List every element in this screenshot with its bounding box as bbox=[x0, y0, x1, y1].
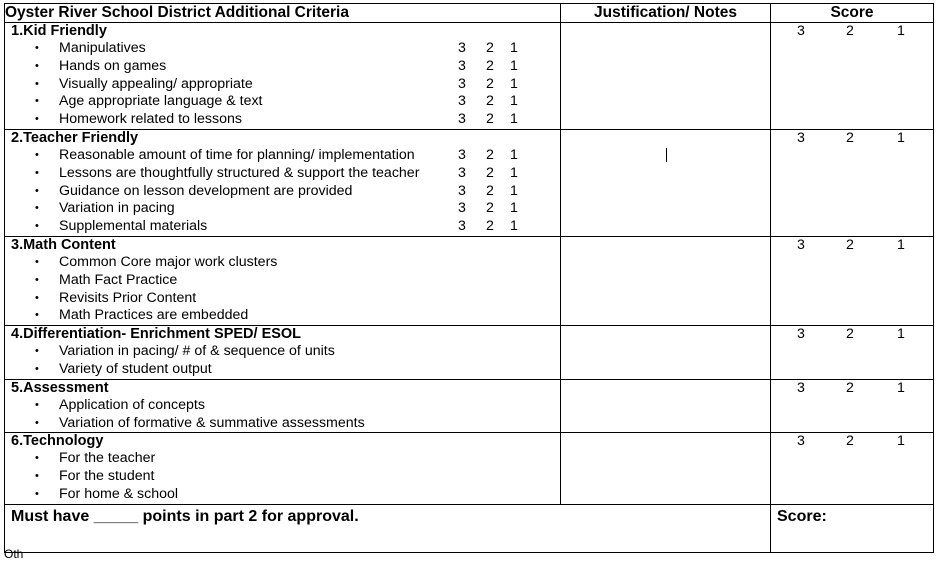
rating-2[interactable]: 2 bbox=[486, 93, 494, 110]
rating-3[interactable]: 3 bbox=[458, 93, 466, 110]
bullet-icon: • bbox=[35, 309, 39, 322]
score-2[interactable]: 2 bbox=[846, 23, 854, 39]
section-criteria-cell bbox=[5, 129, 561, 236]
score-3[interactable]: 3 bbox=[797, 23, 805, 39]
rating-1[interactable]: 1 bbox=[510, 164, 518, 181]
bullet-icon: • bbox=[35, 59, 39, 72]
criteria-header: Oyster River School District Additional Criteria bbox=[5, 4, 561, 23]
score-cell[interactable] bbox=[771, 129, 934, 236]
score-1[interactable]: 1 bbox=[897, 129, 905, 146]
score-cell[interactable] bbox=[771, 236, 934, 325]
item-text: Lessons are thoughtfully structured & support the teacher bbox=[59, 164, 420, 181]
bullet-icon: • bbox=[35, 77, 39, 90]
section-criteria-cell bbox=[5, 326, 561, 380]
notes-cell[interactable] bbox=[561, 326, 771, 380]
section-row bbox=[5, 129, 934, 236]
item-text: Common Core major work clusters bbox=[59, 253, 278, 270]
section-title: 3.Math Content bbox=[11, 236, 116, 253]
rating-1[interactable]: 1 bbox=[510, 182, 518, 199]
score-cell[interactable] bbox=[771, 23, 934, 130]
bullet-icon: • bbox=[35, 470, 39, 483]
score-1[interactable]: 1 bbox=[897, 433, 905, 450]
score-3[interactable]: 3 bbox=[797, 433, 805, 450]
section-criteria-cell bbox=[5, 433, 561, 504]
rating-3[interactable]: 3 bbox=[458, 40, 466, 56]
section-criteria-cell bbox=[5, 236, 561, 325]
notes-cell[interactable] bbox=[561, 433, 771, 504]
section-title: 2.Teacher Friendly bbox=[11, 129, 139, 146]
section-row bbox=[5, 23, 934, 130]
item-text: Revisits Prior Content bbox=[59, 289, 197, 306]
cutoff-text: Oth bbox=[4, 547, 24, 561]
notes-cell[interactable] bbox=[561, 23, 771, 130]
item-list bbox=[5, 40, 560, 129]
item-text: Visually appealing/ appropriate bbox=[59, 75, 253, 92]
section-row bbox=[5, 433, 934, 504]
item-text: Homework related to lessons bbox=[59, 111, 242, 128]
item-text: For the student bbox=[59, 468, 155, 485]
section-row bbox=[5, 379, 934, 433]
section-criteria-cell bbox=[5, 379, 561, 433]
section-title: 1.Kid Friendly bbox=[11, 23, 107, 39]
item-text: Hands on games bbox=[59, 57, 167, 74]
rating-2[interactable]: 2 bbox=[486, 57, 494, 74]
section-criteria-cell bbox=[5, 23, 561, 130]
item-text: Supplemental materials bbox=[59, 218, 208, 235]
item-list bbox=[5, 343, 560, 379]
list-item bbox=[5, 111, 560, 129]
bullet-icon: • bbox=[35, 273, 39, 286]
item-text: Variation of formative & summative assessments bbox=[59, 414, 365, 431]
score-header: Score bbox=[771, 4, 934, 23]
score-1[interactable]: 1 bbox=[897, 326, 905, 343]
list-item bbox=[5, 147, 560, 165]
list-item bbox=[5, 450, 560, 468]
rating-1[interactable]: 1 bbox=[510, 218, 518, 235]
bullet-icon: • bbox=[35, 291, 39, 304]
list-item bbox=[5, 165, 560, 183]
bullet-icon: • bbox=[35, 255, 39, 268]
rating-1[interactable]: 1 bbox=[510, 57, 518, 74]
list-item bbox=[5, 93, 560, 111]
rating-2[interactable]: 2 bbox=[486, 40, 494, 56]
list-item bbox=[5, 486, 560, 504]
score-cell[interactable] bbox=[771, 326, 934, 380]
item-text: For the teacher bbox=[59, 450, 156, 467]
item-text: Reasonable amount of time for planning/ implementation bbox=[59, 146, 415, 163]
rating-2[interactable]: 2 bbox=[486, 182, 494, 199]
score-1[interactable]: 1 bbox=[897, 236, 905, 253]
bullet-icon: • bbox=[35, 202, 39, 215]
bullet-icon: • bbox=[35, 345, 39, 358]
bullet-icon: • bbox=[35, 184, 39, 197]
footer-row bbox=[5, 504, 934, 552]
list-item bbox=[5, 415, 560, 433]
criteria-table bbox=[4, 3, 934, 553]
rating-1[interactable]: 1 bbox=[510, 146, 518, 163]
list-item bbox=[5, 200, 560, 218]
notes-cell[interactable] bbox=[561, 379, 771, 433]
list-item bbox=[5, 254, 560, 272]
list-item bbox=[5, 468, 560, 486]
rating-2[interactable]: 2 bbox=[486, 200, 494, 217]
list-item bbox=[5, 272, 560, 290]
bullet-icon: • bbox=[35, 416, 39, 429]
section-row bbox=[5, 236, 934, 325]
bullet-icon: • bbox=[35, 487, 39, 500]
score-3[interactable]: 3 bbox=[797, 379, 805, 396]
bullet-icon: • bbox=[35, 148, 39, 161]
rating-1[interactable]: 1 bbox=[510, 200, 518, 217]
rating-3[interactable]: 3 bbox=[458, 182, 466, 199]
bullet-icon: • bbox=[35, 220, 39, 233]
item-text: Application of concepts bbox=[59, 396, 205, 413]
score-2[interactable]: 2 bbox=[846, 129, 854, 146]
item-list bbox=[5, 450, 560, 503]
list-item bbox=[5, 58, 560, 76]
score-cell[interactable] bbox=[771, 433, 934, 504]
rating-2[interactable]: 2 bbox=[486, 164, 494, 181]
text-cursor bbox=[666, 148, 667, 162]
header-row bbox=[5, 4, 934, 23]
rating-3[interactable]: 3 bbox=[458, 111, 466, 128]
bullet-icon: • bbox=[35, 42, 39, 54]
item-text: Math Fact Practice bbox=[59, 271, 178, 288]
rating-1[interactable]: 1 bbox=[510, 111, 518, 128]
rating-1[interactable]: 1 bbox=[510, 75, 518, 92]
score-cell[interactable] bbox=[771, 379, 934, 433]
score-1[interactable]: 1 bbox=[897, 23, 905, 39]
list-item bbox=[5, 218, 560, 236]
rating-1[interactable]: 1 bbox=[510, 40, 518, 56]
bullet-icon: • bbox=[35, 362, 39, 375]
notes-cell[interactable] bbox=[561, 129, 771, 236]
item-text: Variety of student output bbox=[59, 360, 212, 377]
score-2[interactable]: 2 bbox=[846, 326, 854, 343]
rating-3[interactable]: 3 bbox=[458, 57, 466, 74]
rating-2[interactable]: 2 bbox=[486, 146, 494, 163]
list-item bbox=[5, 76, 560, 94]
rating-2[interactable]: 2 bbox=[486, 218, 494, 235]
item-list bbox=[5, 397, 560, 433]
score-3[interactable]: 3 bbox=[797, 326, 805, 343]
list-item bbox=[5, 40, 560, 58]
rating-3[interactable]: 3 bbox=[458, 75, 466, 92]
section-title: 5.Assessment bbox=[11, 379, 109, 396]
list-item bbox=[5, 290, 560, 308]
section-row bbox=[5, 326, 934, 380]
list-item bbox=[5, 307, 560, 325]
rating-3[interactable]: 3 bbox=[458, 164, 466, 181]
rating-2[interactable]: 2 bbox=[486, 75, 494, 92]
bullet-icon: • bbox=[35, 113, 39, 126]
score-1[interactable]: 1 bbox=[897, 379, 905, 396]
list-item bbox=[5, 397, 560, 415]
section-title: 4.Differentiation- Enrichment SPED/ ESOL bbox=[11, 326, 302, 343]
score-2[interactable]: 2 bbox=[846, 379, 854, 396]
list-item bbox=[5, 361, 560, 379]
item-text: Variation in pacing/ # of & sequence of units bbox=[59, 343, 335, 360]
bullet-icon: • bbox=[35, 452, 39, 465]
list-item bbox=[5, 183, 560, 201]
item-text: For home & school bbox=[59, 485, 179, 502]
total-score-label[interactable]: Score: bbox=[771, 504, 934, 552]
score-3[interactable]: 3 bbox=[797, 236, 805, 253]
score-2[interactable]: 2 bbox=[846, 236, 854, 253]
item-list bbox=[5, 254, 560, 325]
item-text: Variation in pacing bbox=[59, 200, 175, 217]
approval-text: Must have _____ points in part 2 for approval. bbox=[5, 504, 771, 552]
item-list bbox=[5, 147, 560, 236]
item-text: Age appropriate language & text bbox=[59, 93, 263, 110]
rating-1[interactable]: 1 bbox=[510, 93, 518, 110]
item-text: Math Practices are embedded bbox=[59, 307, 249, 324]
notes-cell[interactable] bbox=[561, 236, 771, 325]
bullet-icon: • bbox=[35, 95, 39, 108]
rating-3[interactable]: 3 bbox=[458, 218, 466, 235]
rating-3[interactable]: 3 bbox=[458, 200, 466, 217]
bullet-icon: • bbox=[35, 166, 39, 179]
item-text: Manipulatives bbox=[59, 40, 146, 56]
section-title: 6.Technology bbox=[11, 433, 104, 450]
notes-header: Justification/ Notes bbox=[561, 4, 771, 23]
list-item bbox=[5, 343, 560, 361]
score-3[interactable]: 3 bbox=[797, 129, 805, 146]
bullet-icon: • bbox=[35, 398, 39, 411]
score-2[interactable]: 2 bbox=[846, 433, 854, 450]
rating-2[interactable]: 2 bbox=[486, 111, 494, 128]
rating-3[interactable]: 3 bbox=[458, 146, 466, 163]
item-text: Guidance on lesson development are provided bbox=[59, 182, 353, 199]
